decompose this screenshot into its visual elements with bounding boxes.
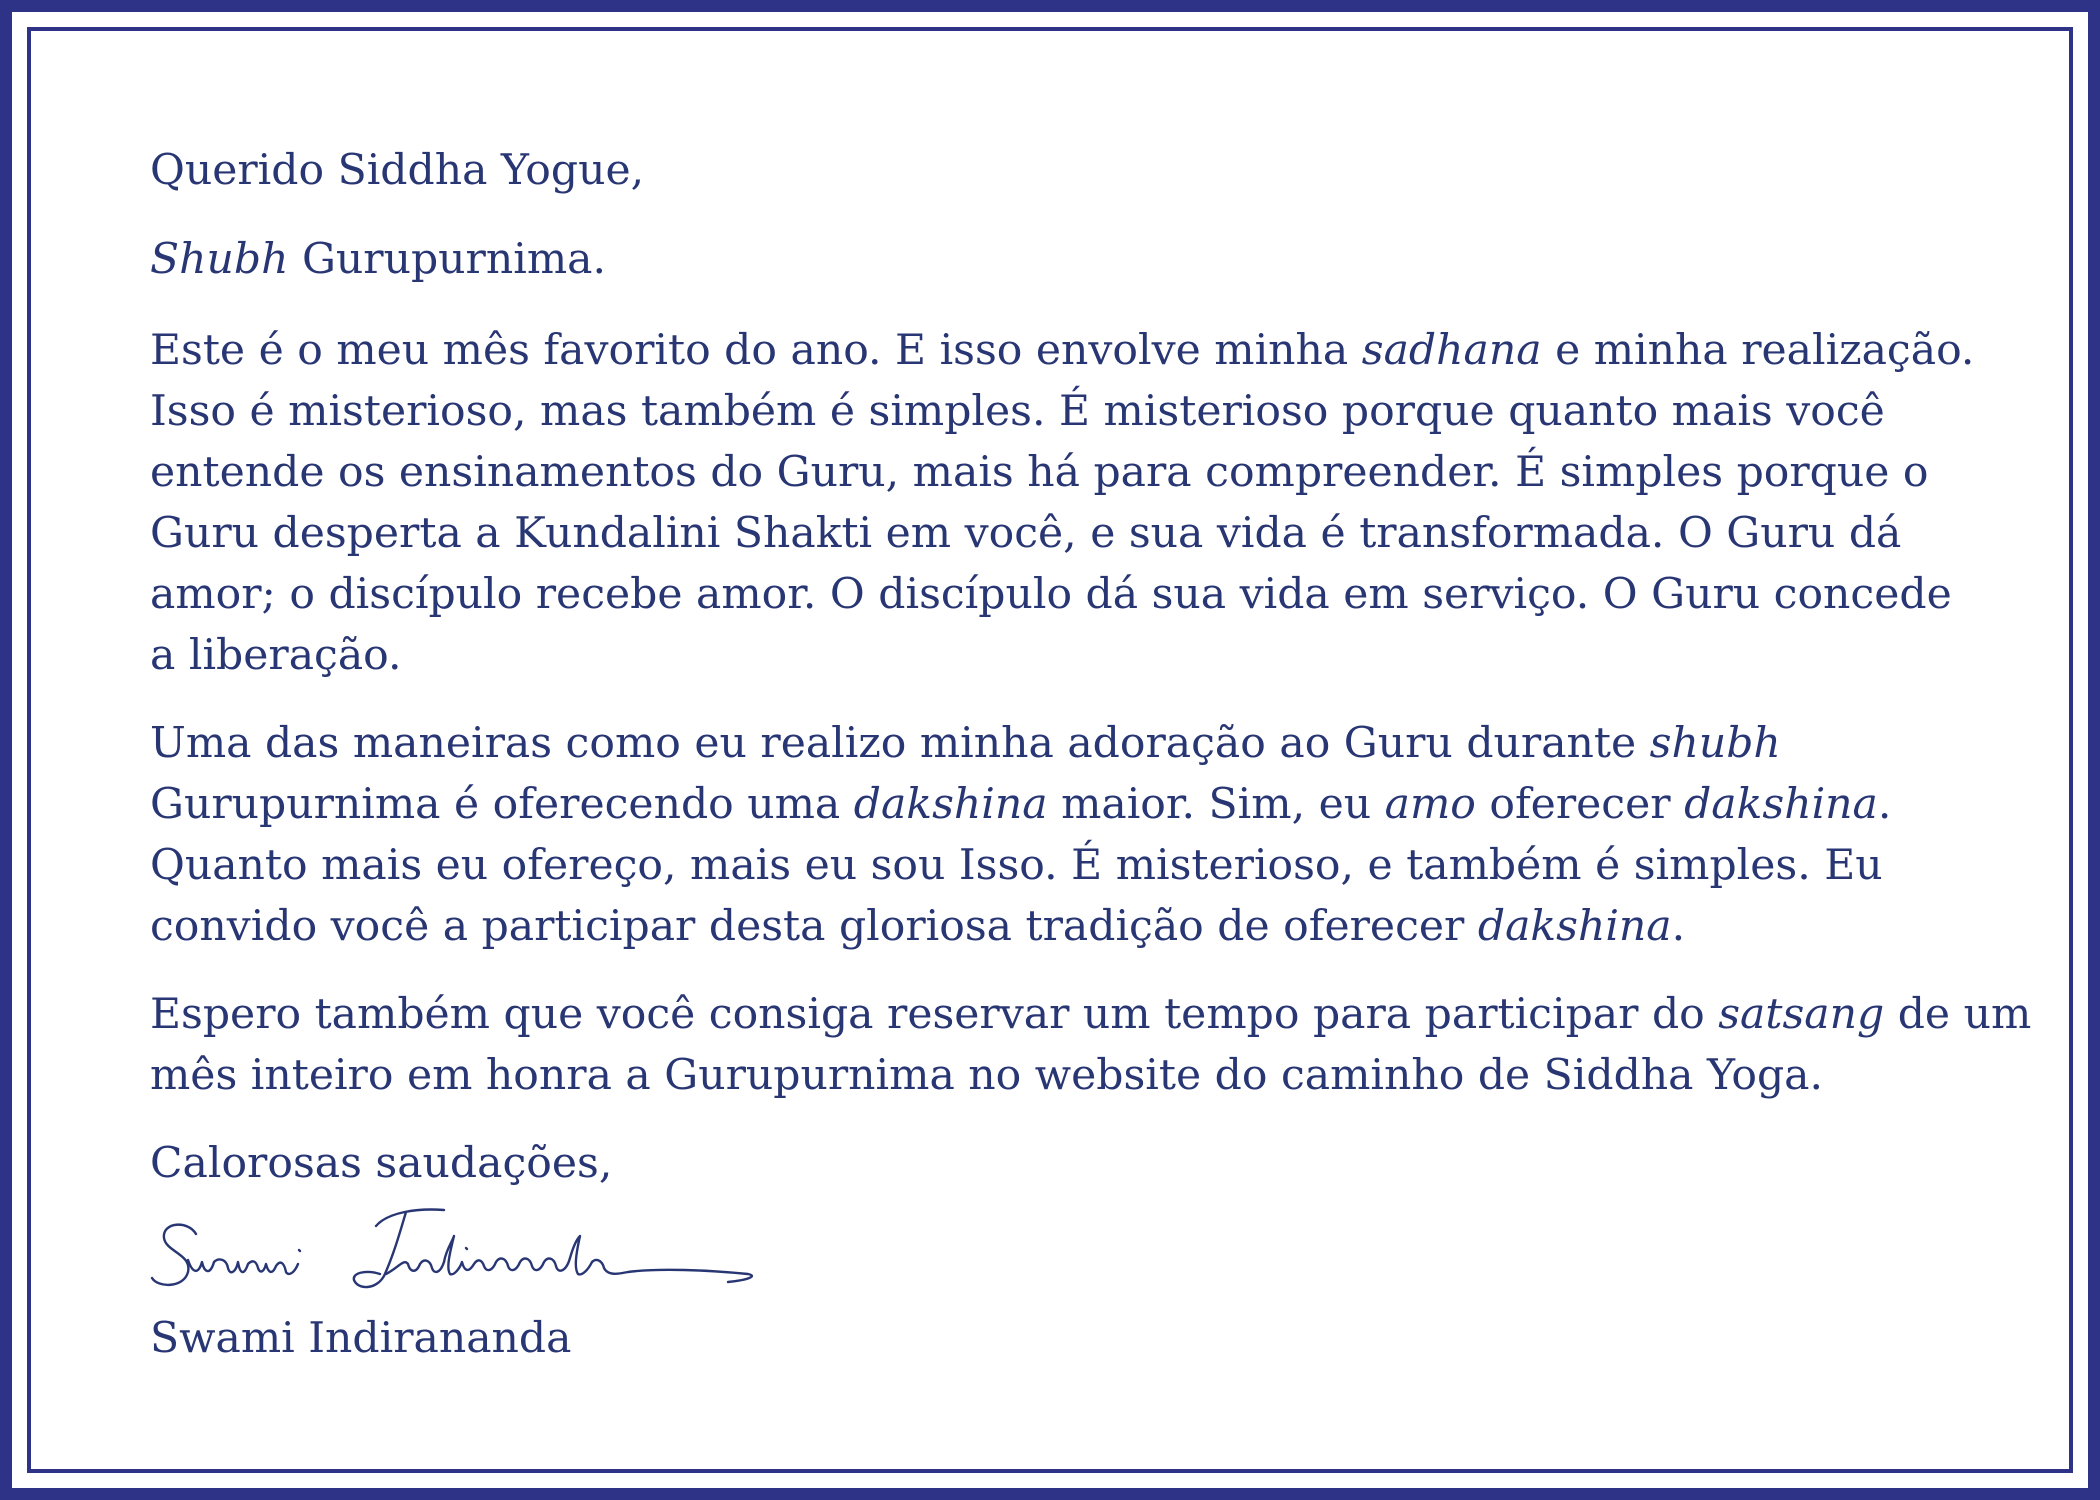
p1-l1-italic: sadhana (1361, 326, 1542, 375)
paragraph-2 (150, 713, 1950, 957)
letter-body (150, 140, 2032, 1396)
closing: Calorosas saudações, (150, 1139, 613, 1188)
p3-line-1 (150, 984, 2032, 1045)
p2-l2-italic-1: dakshina (853, 780, 1048, 829)
p2-line-1 (150, 713, 1950, 774)
p1-l1-text-a: Este é o meu mês favorito do ano. E isso envolve minha (150, 326, 1362, 375)
paragraph-3 (150, 984, 2032, 1106)
p2-l2-text-d: . (1877, 780, 1892, 829)
signature-stroke-i-cap (354, 1210, 444, 1288)
p3-l1-text-a: Espero também que você consiga reservar um tempo para participar do (150, 990, 1719, 1039)
greeting-rest: Gurupurnima. (288, 235, 606, 284)
signature-stroke-wami (188, 1260, 298, 1274)
p1-line-1 (150, 320, 1975, 381)
p2-line-2 (150, 774, 1950, 835)
p2-l4-italic: dakshina (1477, 902, 1672, 951)
p3-l1-italic: satsang (1718, 990, 1885, 1039)
p2-l2-italic-3: dakshina (1684, 780, 1878, 829)
p1-line-4: Guru desperta a Kundalini Shakti em você, e sua vida é transformada. O Guru dá (150, 509, 1902, 558)
salutation: Querido Siddha Yogue, (150, 146, 645, 195)
p3-l1-text-b: de um (1884, 990, 2032, 1039)
p1-line-5: amor; o discípulo recebe amor. O discípulo dá sua vida em serviço. O Guru concede (150, 570, 1952, 619)
p2-l2-text-a: Gurupurnima é oferecendo uma (150, 780, 854, 829)
signature-stroke-s (152, 1225, 196, 1285)
p2-line-3: Quanto mais eu ofereço, mais eu sou Isso. É misterioso, e também é simples. Eu (150, 841, 1883, 890)
greeting (150, 229, 1950, 290)
p1-l1-text-b: e minha realização. (1541, 326, 1975, 375)
p2-l2-text-b: maior. Sim, eu (1047, 780, 1385, 829)
signature-stroke-ndiranada (386, 1236, 752, 1282)
p2-l2-text-c: oferecer (1475, 780, 1685, 829)
p2-l4-text-b: . (1671, 902, 1686, 951)
signature-name: Swami Indirananda (150, 1314, 572, 1363)
p2-l1-text-a: Uma das maneiras como eu realizo minha adoração ao Guru durante (150, 719, 1650, 768)
p1-line-3: entende os ensinamentos do Guru, mais há para compreender. É simples porque o (150, 448, 1929, 497)
signature-dot-2 (466, 1248, 467, 1249)
paragraph-1 (150, 320, 1975, 686)
handwritten-signature (148, 1202, 808, 1302)
p2-l4-text-a: convido você a participar desta gloriosa tradição de oferecer (150, 902, 1478, 951)
p1-line-6: a liberação. (150, 631, 402, 680)
p2-line-4 (150, 896, 1950, 957)
p2-l2-italic-2: amo (1384, 780, 1476, 829)
p1-line-2: Isso é misterioso, mas também é simples. É misterioso porque quanto mais você (150, 387, 1885, 436)
signature-dot-1 (299, 1250, 300, 1251)
p3-line-2: mês inteiro em honra a Gurupurnima no website do caminho de Siddha Yoga. (150, 1051, 1824, 1100)
p2-l1-italic: shubh (1649, 719, 1781, 768)
greeting-italic: Shubh (150, 235, 289, 284)
